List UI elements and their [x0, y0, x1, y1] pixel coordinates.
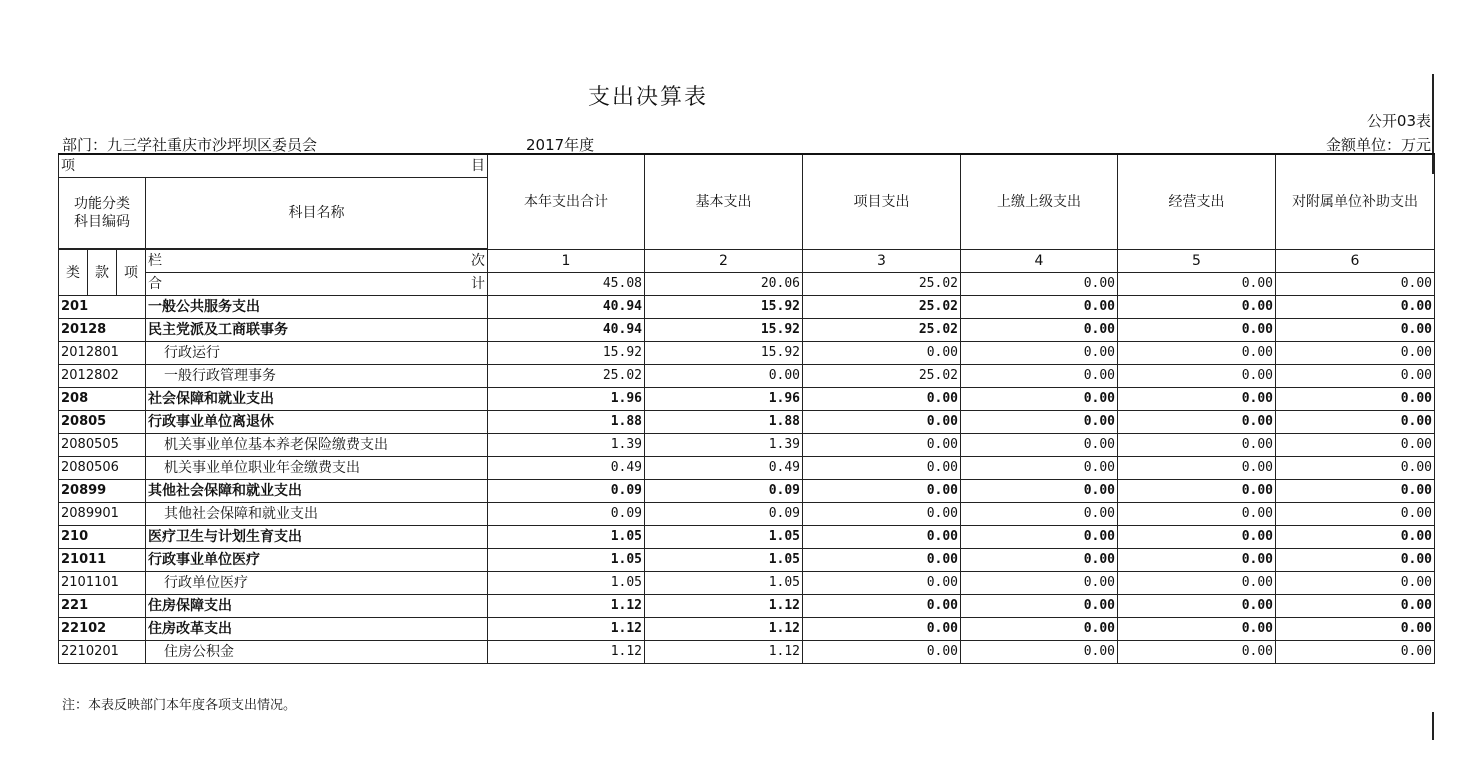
- table-row: [59, 503, 1435, 526]
- row-value: 25.02: [803, 319, 961, 342]
- ji-label: 计: [471, 276, 485, 292]
- table-row: [59, 480, 1435, 503]
- table-row: [59, 342, 1435, 365]
- table-row: [59, 365, 1435, 388]
- row-value: 1.05: [645, 526, 803, 549]
- row-value: 0.00: [1118, 526, 1276, 549]
- row-subject-name: 住房改革支出: [146, 618, 488, 641]
- table-row: [59, 411, 1435, 434]
- row-value: 0.00: [1276, 641, 1435, 664]
- page-edge-line: [1432, 712, 1434, 740]
- row-value: 0.00: [961, 365, 1118, 388]
- lan-label: 栏: [148, 253, 162, 269]
- row-subject-name: 其他社会保障和就业支出: [146, 480, 488, 503]
- table-row: [59, 618, 1435, 641]
- header-mu: 目: [471, 158, 485, 174]
- row-value: 0.00: [1276, 411, 1435, 434]
- row-value: 15.92: [645, 296, 803, 319]
- row-value: 0.00: [1276, 296, 1435, 319]
- total-value: 0.00: [1118, 273, 1276, 296]
- row-subject-name: 住房公积金: [146, 641, 488, 664]
- row-value: 0.00: [803, 411, 961, 434]
- row-value: 0.00: [1118, 365, 1276, 388]
- col-header-1: 本年支出合计: [488, 154, 645, 250]
- row-value: 0.00: [1276, 618, 1435, 641]
- table-row: [59, 572, 1435, 595]
- department-label: 部门：九三学社重庆市沙坪坝区委员会: [62, 136, 318, 154]
- table-row: [59, 641, 1435, 664]
- row-value: 1.05: [488, 572, 645, 595]
- row-value: 1.12: [488, 595, 645, 618]
- year-label: 2017年度: [526, 136, 595, 154]
- row-value: 0.00: [1118, 503, 1276, 526]
- col-header-4: 上缴上级支出: [961, 154, 1118, 250]
- row-value: 0.00: [961, 549, 1118, 572]
- row-value: 0.00: [1276, 549, 1435, 572]
- row-subject-name: 机关事业单位职业年金缴费支出: [146, 457, 488, 480]
- header-xiang-item: 项: [117, 250, 146, 296]
- row-value: 0.00: [1118, 342, 1276, 365]
- total-value: 25.02: [803, 273, 961, 296]
- header-kuan: 款: [88, 250, 117, 296]
- row-value: 0.00: [1118, 296, 1276, 319]
- row-value: 0.00: [803, 342, 961, 365]
- row-code: 2012802: [59, 365, 146, 388]
- col-number: 6: [1276, 250, 1435, 273]
- row-value: 1.96: [645, 388, 803, 411]
- row-value: 0.00: [1276, 526, 1435, 549]
- row-subject-name: 一般公共服务支出: [146, 296, 488, 319]
- row-value: 0.00: [1276, 388, 1435, 411]
- row-subject-name: 民主党派及工商联事务: [146, 319, 488, 342]
- row-value: 0.00: [1276, 434, 1435, 457]
- row-value: 1.88: [488, 411, 645, 434]
- col-number: 3: [803, 250, 961, 273]
- row-value: 0.00: [1118, 641, 1276, 664]
- row-code: 210: [59, 526, 146, 549]
- row-value: 0.00: [803, 595, 961, 618]
- row-value: 15.92: [645, 319, 803, 342]
- row-value: 1.12: [645, 595, 803, 618]
- row-subject-name: 医疗卫生与计划生育支出: [146, 526, 488, 549]
- row-value: 0.09: [645, 480, 803, 503]
- row-code: 201: [59, 296, 146, 319]
- col-header-3: 项目支出: [803, 154, 961, 250]
- row-code: 21011: [59, 549, 146, 572]
- table-row: [59, 595, 1435, 618]
- row-value: 0.00: [1118, 480, 1276, 503]
- row-value: 0.00: [803, 641, 961, 664]
- row-value: 0.00: [1118, 549, 1276, 572]
- row-value: 0.00: [803, 618, 961, 641]
- row-value: 25.02: [803, 365, 961, 388]
- row-value: 0.00: [803, 503, 961, 526]
- row-value: 0.00: [1118, 434, 1276, 457]
- func-code-line2: 科目编码: [74, 214, 130, 230]
- footnote: 注：本表反映部门本年度各项支出情况。: [62, 698, 297, 713]
- row-value: 0.49: [488, 457, 645, 480]
- row-value: 0.00: [961, 388, 1118, 411]
- func-code-header: [59, 178, 146, 249]
- row-value: 0.00: [645, 365, 803, 388]
- row-value: 15.92: [488, 342, 645, 365]
- table-row: [59, 457, 1435, 480]
- row-value: 1.05: [645, 572, 803, 595]
- row-value: 0.00: [961, 342, 1118, 365]
- row-value: 0.09: [645, 503, 803, 526]
- row-value: 0.00: [1276, 342, 1435, 365]
- col-header-6: 对附属单位补助支出: [1276, 154, 1435, 250]
- row-value: 0.00: [1118, 319, 1276, 342]
- total-value: 20.06: [645, 273, 803, 296]
- row-value: 0.00: [1118, 388, 1276, 411]
- row-value: 0.00: [961, 319, 1118, 342]
- row-value: 0.00: [803, 457, 961, 480]
- row-code: 208: [59, 388, 146, 411]
- row-subject-name: 行政事业单位离退休: [146, 411, 488, 434]
- row-subject-name: 行政单位医疗: [146, 572, 488, 595]
- row-value: 0.00: [961, 595, 1118, 618]
- header-xiang: 项: [61, 158, 75, 174]
- row-value: 40.94: [488, 319, 645, 342]
- table-row: [59, 526, 1435, 549]
- row-value: 1.12: [488, 641, 645, 664]
- table-row: [59, 388, 1435, 411]
- row-code: 20128: [59, 319, 146, 342]
- row-value: 0.00: [961, 641, 1118, 664]
- row-value: 0.00: [1276, 457, 1435, 480]
- row-value: 1.96: [488, 388, 645, 411]
- row-value: 0.00: [803, 549, 961, 572]
- row-code: 22102: [59, 618, 146, 641]
- row-subject-name: 行政事业单位医疗: [146, 549, 488, 572]
- row-subject-name: 机关事业单位基本养老保险缴费支出: [146, 434, 488, 457]
- row-value: 1.39: [645, 434, 803, 457]
- row-value: 0.09: [488, 480, 645, 503]
- table-row: [59, 296, 1435, 319]
- row-value: 1.05: [645, 549, 803, 572]
- row-value: 0.00: [803, 480, 961, 503]
- row-value: 0.00: [803, 572, 961, 595]
- lan-ci-cell: [146, 250, 488, 273]
- row-value: 40.94: [488, 296, 645, 319]
- expenditure-table: [58, 153, 1435, 664]
- row-value: 1.05: [488, 549, 645, 572]
- row-code: 2080506: [59, 457, 146, 480]
- row-value: 0.00: [961, 480, 1118, 503]
- total-value: 0.00: [1276, 273, 1435, 296]
- row-subject-name: 住房保障支出: [146, 595, 488, 618]
- col-number: 5: [1118, 250, 1276, 273]
- row-value: 0.00: [1118, 572, 1276, 595]
- col-number: 2: [645, 250, 803, 273]
- table-row: [59, 434, 1435, 457]
- table-row: [59, 319, 1435, 342]
- row-code: 2101101: [59, 572, 146, 595]
- col-number: 4: [961, 250, 1118, 273]
- row-value: 0.00: [1276, 572, 1435, 595]
- row-value: 0.00: [1118, 595, 1276, 618]
- subject-name-header: 科目名称: [146, 178, 488, 249]
- header-lei: 类: [59, 250, 88, 296]
- header-item-cell: [59, 154, 488, 178]
- row-value: 25.02: [488, 365, 645, 388]
- row-value: 0.00: [961, 457, 1118, 480]
- row-value: 1.12: [488, 618, 645, 641]
- row-value: 0.00: [961, 503, 1118, 526]
- row-value: 0.09: [488, 503, 645, 526]
- row-value: 0.00: [961, 296, 1118, 319]
- row-subject-name: 其他社会保障和就业支出: [146, 503, 488, 526]
- col-header-2: 基本支出: [645, 154, 803, 250]
- row-subject-name: 社会保障和就业支出: [146, 388, 488, 411]
- func-code-line1: 功能分类: [74, 196, 130, 212]
- row-value: 1.88: [645, 411, 803, 434]
- row-value: 1.12: [645, 641, 803, 664]
- total-value: 45.08: [488, 273, 645, 296]
- row-value: 1.39: [488, 434, 645, 457]
- row-value: 0.00: [1118, 618, 1276, 641]
- row-code: 20805: [59, 411, 146, 434]
- row-value: 25.02: [803, 296, 961, 319]
- row-value: 0.00: [1276, 503, 1435, 526]
- row-value: 0.00: [961, 572, 1118, 595]
- row-value: 0.49: [645, 457, 803, 480]
- row-value: 0.00: [961, 618, 1118, 641]
- row-value: 0.00: [1276, 319, 1435, 342]
- table-row: [59, 549, 1435, 572]
- he-label: 合: [148, 276, 162, 292]
- col-header-5: 经营支出: [1118, 154, 1276, 250]
- row-value: 0.00: [1276, 480, 1435, 503]
- total-label-cell: [146, 273, 488, 296]
- row-value: 0.00: [803, 388, 961, 411]
- row-value: 0.00: [1118, 411, 1276, 434]
- ci-label: 次: [471, 253, 485, 269]
- row-code: 2089901: [59, 503, 146, 526]
- row-value: 15.92: [645, 342, 803, 365]
- row-value: 0.00: [1118, 457, 1276, 480]
- row-value: 0.00: [1276, 365, 1435, 388]
- unit-label: 金额单位：万元: [1325, 136, 1431, 154]
- row-subject-name: 行政运行: [146, 342, 488, 365]
- table-code: 公开03表: [1366, 112, 1431, 130]
- row-code: 2210201: [59, 641, 146, 664]
- row-value: 0.00: [1276, 595, 1435, 618]
- row-subject-name: 一般行政管理事务: [146, 365, 488, 388]
- row-code: 221: [59, 595, 146, 618]
- page-title: 支出决算表: [587, 85, 708, 110]
- row-value: 0.00: [961, 411, 1118, 434]
- row-value: 0.00: [961, 526, 1118, 549]
- row-value: 0.00: [961, 434, 1118, 457]
- row-code: 2012801: [59, 342, 146, 365]
- row-value: 1.05: [488, 526, 645, 549]
- row-value: 0.00: [803, 526, 961, 549]
- row-value: 1.12: [645, 618, 803, 641]
- row-value: 0.00: [803, 434, 961, 457]
- col-number: 1: [488, 250, 645, 273]
- total-value: 0.00: [961, 273, 1118, 296]
- row-code: 20899: [59, 480, 146, 503]
- row-code: 2080505: [59, 434, 146, 457]
